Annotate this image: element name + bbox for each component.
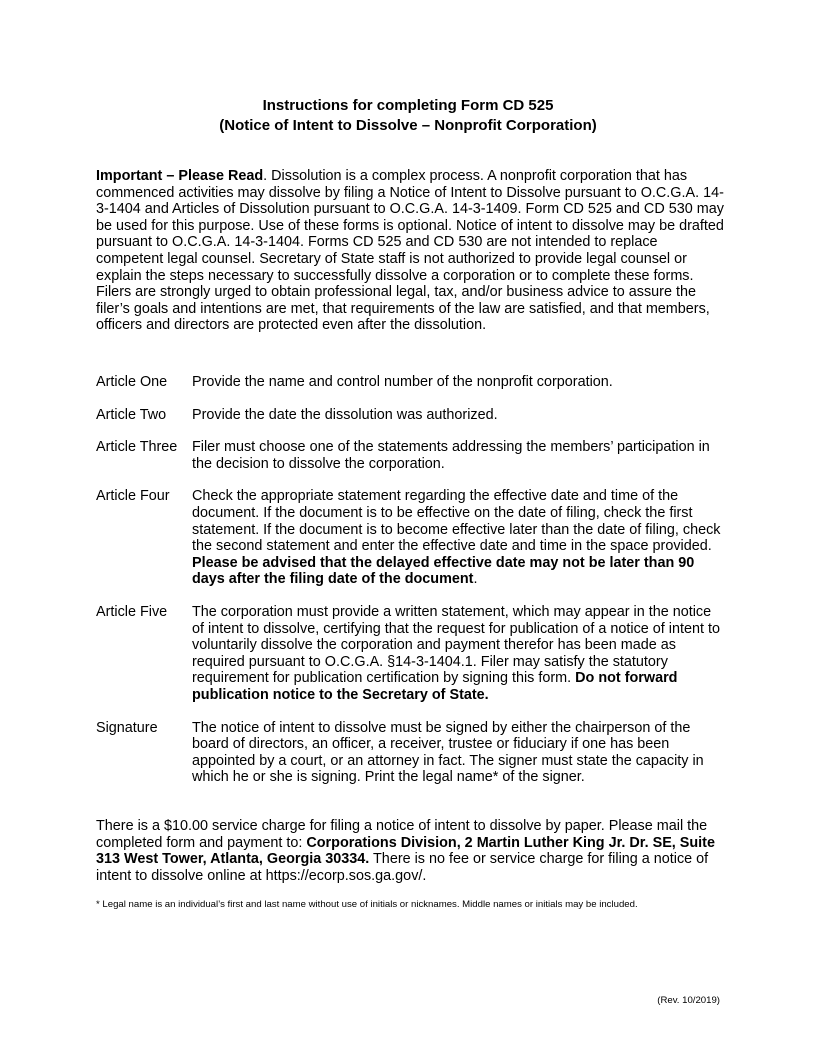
- title-line-2: (Notice of Intent to Dissolve – Nonprofit Corporation): [219, 117, 597, 134]
- article-four-warning: Please be advised that the delayed effective date may not be later than 90 days after the filing date of the document: [192, 554, 695, 588]
- article-label: Article Five: [96, 603, 168, 620]
- article-text: Provide the date the dissolution was authorized.: [192, 406, 498, 423]
- article-label: Signature: [96, 719, 158, 736]
- article-label: Article Two: [96, 406, 167, 423]
- mailing-address: Corporations Division, 2 Martin Luther King Jr. Dr. SE, Suite 313 West Tower, Atlanta, Georgia 30334.: [96, 834, 715, 868]
- article-four-text: Check the appropriate statement regarding the effective date and time of the document. If the document is to be effective on the date of filing, check the first statement. If the document is to become effective later than the date of filing, check the second statement and enter the effective date and time in the space provided.: [192, 488, 721, 555]
- article-two: [96, 407, 726, 424]
- article-four: [96, 488, 726, 588]
- article-five: [96, 604, 726, 704]
- article-label: Article Three: [96, 439, 178, 456]
- article-five-warning: Do not forward publication notice to the Secretary of State.: [192, 670, 678, 703]
- article-text: [192, 604, 726, 704]
- article-label: Article Four: [96, 488, 170, 505]
- fee-tail: There is no fee or service charge for filing a notice of intent to dissolve online at https://ecorp.sos.ga.gov/.: [96, 851, 709, 884]
- article-instructions: [96, 374, 726, 802]
- article-text: Provide the name and control number of the nonprofit corporation.: [192, 374, 613, 390]
- article-five-text: The corporation must provide a written statement, which may appear in the notice of intent to dissolve, certifying that the request for publication of a notice of intent to voluntarily dissolve the corporation and payment therefor has been made as required pursuant to O.C.G.A. §14-3-1404.1. Filer may satisfy the statutory requirement for publication certification by signing this form.: [192, 603, 720, 687]
- important-body: . Dissolution is a complex process. A nonprofit corporation that has commenced activities may dissolve by filing a Notice of Intent to Dissolve pursuant to O.C.G.A. 14-3-1404 and Articles of Dissolution pursuant to O.C.G.A. 14-3-1409. Form CD 525 and CD 530 may be used for this purpose. Use of these forms is optional. Notice of intent to dissolve may be drafted pursuant to O.C.G.A. 14-3-1404. Forms CD 525 and CD 530 are not intended to replace competent legal counsel. Secretary of State staff is not authorized to provide legal counsel or explain the steps necessary to successfully dissolve a corporation or to complete these forms. Filers are strongly urged to obtain professional legal, tax, and/or business advice to assure the filer’s goals and intentions are met, that requirements of the law are satisfied, and that members, officers and directors are protected even after the dissolution.: [96, 168, 724, 334]
- legal-name-footnote: * Legal name is an individual’s first and last name without use of initials or nicknames. Middle names or initials may be included.: [96, 899, 638, 910]
- article-text: The notice of intent to dissolve must be signed by either the chairperson of the board of directors, an officer, a receiver, trustee or fiduciary if one has been appointed by a court, or an attorney in fact. The signer must state the capacity in which he or she is signing. Print the legal name* of the signer.: [192, 719, 704, 786]
- revision-date: (Rev. 10/2019): [657, 995, 720, 1006]
- article-label: Article One: [96, 374, 168, 390]
- fee-text: There is a $10.00 service charge for filing a notice of intent to dissolve by paper. Please mail the completed form and payment to:: [96, 818, 708, 851]
- page-title: [0, 96, 816, 136]
- signature-section: [96, 720, 726, 786]
- article-text: [192, 488, 726, 588]
- important-notice-paragraph: [96, 168, 726, 334]
- important-lead: Important – Please Read: [96, 168, 264, 184]
- title-line-1: Instructions for completing Form CD 525: [262, 97, 554, 114]
- article-three: [96, 439, 726, 472]
- article-four-tail: .: [473, 571, 478, 588]
- article-text: Filer must choose one of the statements addressing the members’ participation in the decision to dissolve the corporation.: [192, 439, 710, 472]
- article-one: [96, 374, 726, 391]
- fee-paragraph: [96, 818, 726, 884]
